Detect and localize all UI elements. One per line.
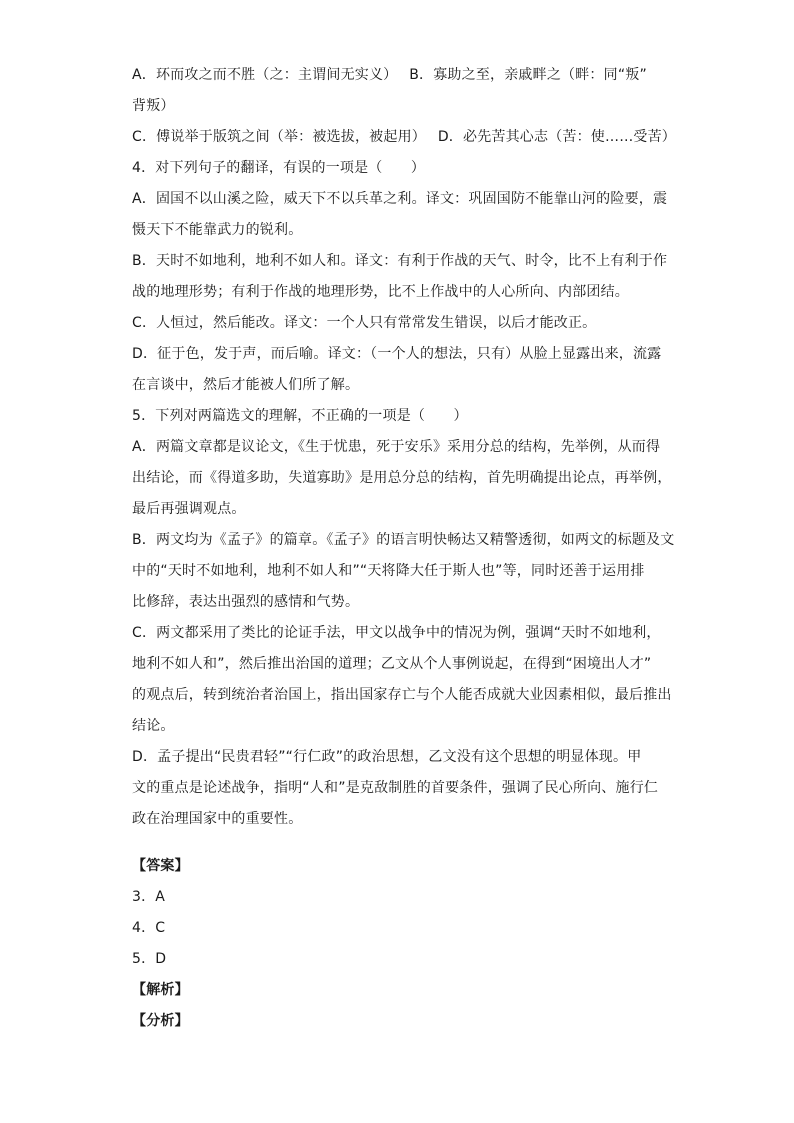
text-line: 政在治理国家中的重要性。 <box>132 811 303 827</box>
text-line: A．固国不以山溪之险，威天下不以兵革之利。译文：巩固国防不能靠山河的险要，震 <box>132 191 668 207</box>
text-line: 中的“天时不如地利，地利不如人和”“天将降大任于斯人也”等，同时还善于运用排 <box>132 563 645 579</box>
section-gap <box>132 835 672 851</box>
text-line: C．两文都采用了类比的论证手法，甲文以战争中的情况为例，强调“天时不如地利， <box>132 625 661 641</box>
question-5-stem: 5．下列对两篇选文的理解，不正确的一项是（ ） <box>132 408 468 424</box>
text-line: D．征于色，发于声，而后喻。译文：（一个人的想法，只有）从脸上显露出来，流露 <box>132 346 662 362</box>
question-4-stem: 4．对下列句子的翻译，有误的一项是（ ） <box>132 160 426 176</box>
text-line: B．天时不如地利，地利不如人和。译文：有利于作战的天气、时令，比不上有利于作 <box>132 253 668 269</box>
text-line: 战的地理形势；有利于作战的地理形势，比不上作战中的人心所向、内部团结。 <box>132 284 629 300</box>
answer-item: 5．D <box>132 951 167 967</box>
answer-item: 4．C <box>132 920 166 936</box>
text-line: 结论。 <box>132 718 175 734</box>
text-line: 最后再强调观点。 <box>132 501 246 517</box>
text-line: D．孟子提出“民贵君轻”“行仁政”的政治思想，乙文没有这个思想的明显体现。甲 <box>132 749 642 765</box>
text-line: A．环而攻之而不胜（之：主谓间无实义） B．寡助之至，亲戚畔之（畔：同“叛” <box>132 67 647 83</box>
text-line: A．两篇文章都是议论文，《生于忧患，死于安乐》采用分总的结构，先举例，从而得 <box>132 439 661 455</box>
text-line: C．人恒过，然后能改。译文：一个人只有常常发生错误，以后才能改正。 <box>132 315 597 331</box>
text-line: 在言谈中，然后才能被人们所了解。 <box>132 377 360 393</box>
answer-heading: 【答案】 <box>132 858 189 874</box>
sub-heading: 【分析】 <box>132 1013 189 1029</box>
document-page <box>132 60 677 1037</box>
analysis-heading: 【解析】 <box>132 982 189 998</box>
text-line: 慑天下不能靠武力的锐利。 <box>132 222 303 238</box>
text-line: C．傅说举于版筑之间（举：被选拔，被起用） D．必先苦其心志（苦：使……受苦） <box>132 129 677 145</box>
text-line: 地利不如人和”，然后推出治国的道理；乙文从个人事例说起，在得到“困境出人才” <box>132 656 652 672</box>
text-line: 比修辞，表达出强烈的感情和气势。 <box>132 594 360 610</box>
text-line: 背叛） <box>132 98 175 114</box>
text-line: 出结论，而《得道多助，失道寡助》是用总分总的结构，首先明确提出论点，再举例， <box>132 470 672 486</box>
text-line: 的观点后，转到统治者治国上，指出国家存亡与个人能否成就大业因素相似，最后推出 <box>132 687 672 703</box>
text-line: 文的重点是论述战争，指明“人和”是克敌制胜的首要条件，强调了民心所向、施行仁 <box>132 780 659 796</box>
text-line: B．两文均为《孟子》的篇章。《孟子》的语言明快畅达又精警透彻，如两文的标题及文 <box>132 532 675 548</box>
answer-item: 3．A <box>132 889 166 905</box>
